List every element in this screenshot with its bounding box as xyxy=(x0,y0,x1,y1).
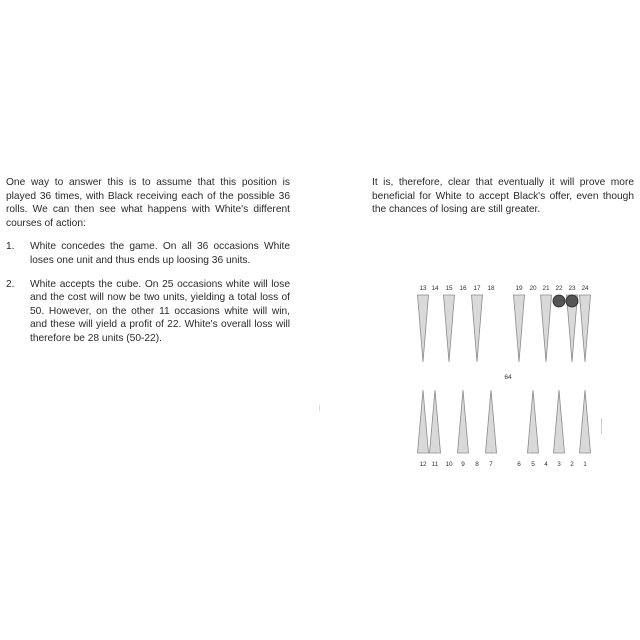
board-point-top xyxy=(514,295,525,362)
list-item-2 xyxy=(6,278,290,346)
top-point-label: 15 xyxy=(445,285,453,292)
left-column xyxy=(6,176,290,356)
top-point-label: 24 xyxy=(581,285,589,292)
top-point-label: 19 xyxy=(515,285,523,292)
top-point-label: 21 xyxy=(542,285,550,292)
board-point-bottom xyxy=(528,390,539,453)
top-point-label: 13 xyxy=(419,285,427,292)
bottom-point-label: 1 xyxy=(583,461,587,468)
top-point-label: 16 xyxy=(459,285,467,292)
board-edge-mark xyxy=(597,418,602,434)
top-point-label: 23 xyxy=(568,285,576,292)
bottom-point-label: 2 xyxy=(570,461,574,468)
list-text: White concedes the game. On all 36 occasions White loses one unit and thus ends up loosing 36 units. xyxy=(30,241,290,266)
board-point-top xyxy=(472,295,483,362)
doubling-cube-value: 64 xyxy=(504,374,512,381)
board-point-top xyxy=(418,295,429,362)
top-point-label: 14 xyxy=(431,285,439,292)
bottom-point-label: 8 xyxy=(475,461,479,468)
bottom-point-label: 4 xyxy=(544,461,548,468)
bottom-point-label: 7 xyxy=(489,461,493,468)
intro-paragraph: One way to answer this is to assume that this position is played 36 times, with Black receiving each of the possible 36 rolls. We can then see what happens with White's different courses of action: xyxy=(6,177,290,229)
bottom-point-label: 5 xyxy=(531,461,535,468)
backgammon-diagram xyxy=(412,280,602,470)
right-column xyxy=(372,176,634,217)
list-number: 1. xyxy=(6,241,15,253)
conclusion-paragraph: It is, therefore, clear that eventually it will prove more beneficial for White to accept Black's offer, even though the chances of losing are still greater. xyxy=(372,177,634,216)
page-tick-mark xyxy=(319,405,320,411)
board-point-top xyxy=(541,295,552,362)
list-item-1 xyxy=(6,240,290,267)
bottom-point-label: 9 xyxy=(461,461,465,468)
bottom-point-label: 12 xyxy=(419,461,427,468)
list-text: White accepts the cube. On 25 occasions white will lose and the cost will now be two units, yielding a total loss of 50. However, on the other 11 occasions white will win, and these will yield a profit of 22. White's overall loss will therefore be 28 units (50-22). xyxy=(30,278,290,344)
board-point-bottom xyxy=(486,390,497,453)
board-point-bottom xyxy=(580,390,591,453)
top-point-label: 18 xyxy=(487,285,495,292)
board-point-bottom xyxy=(458,390,469,453)
bottom-point-label: 6 xyxy=(517,461,521,468)
checker-dark xyxy=(566,295,578,307)
bottom-point-label: 3 xyxy=(557,461,561,468)
list-number: 2. xyxy=(6,278,15,290)
board-point-top xyxy=(444,295,455,362)
top-point-label: 17 xyxy=(473,285,481,292)
board-point-bottom xyxy=(554,390,565,453)
board-point-top xyxy=(580,295,591,362)
bottom-point-label: 10 xyxy=(445,461,453,468)
top-point-label: 22 xyxy=(555,285,563,292)
bottom-point-label: 11 xyxy=(431,461,439,468)
board-point-bottom xyxy=(418,390,429,453)
checker-dark xyxy=(553,295,565,307)
top-point-label: 20 xyxy=(529,285,537,292)
board-point-bottom xyxy=(430,390,441,453)
